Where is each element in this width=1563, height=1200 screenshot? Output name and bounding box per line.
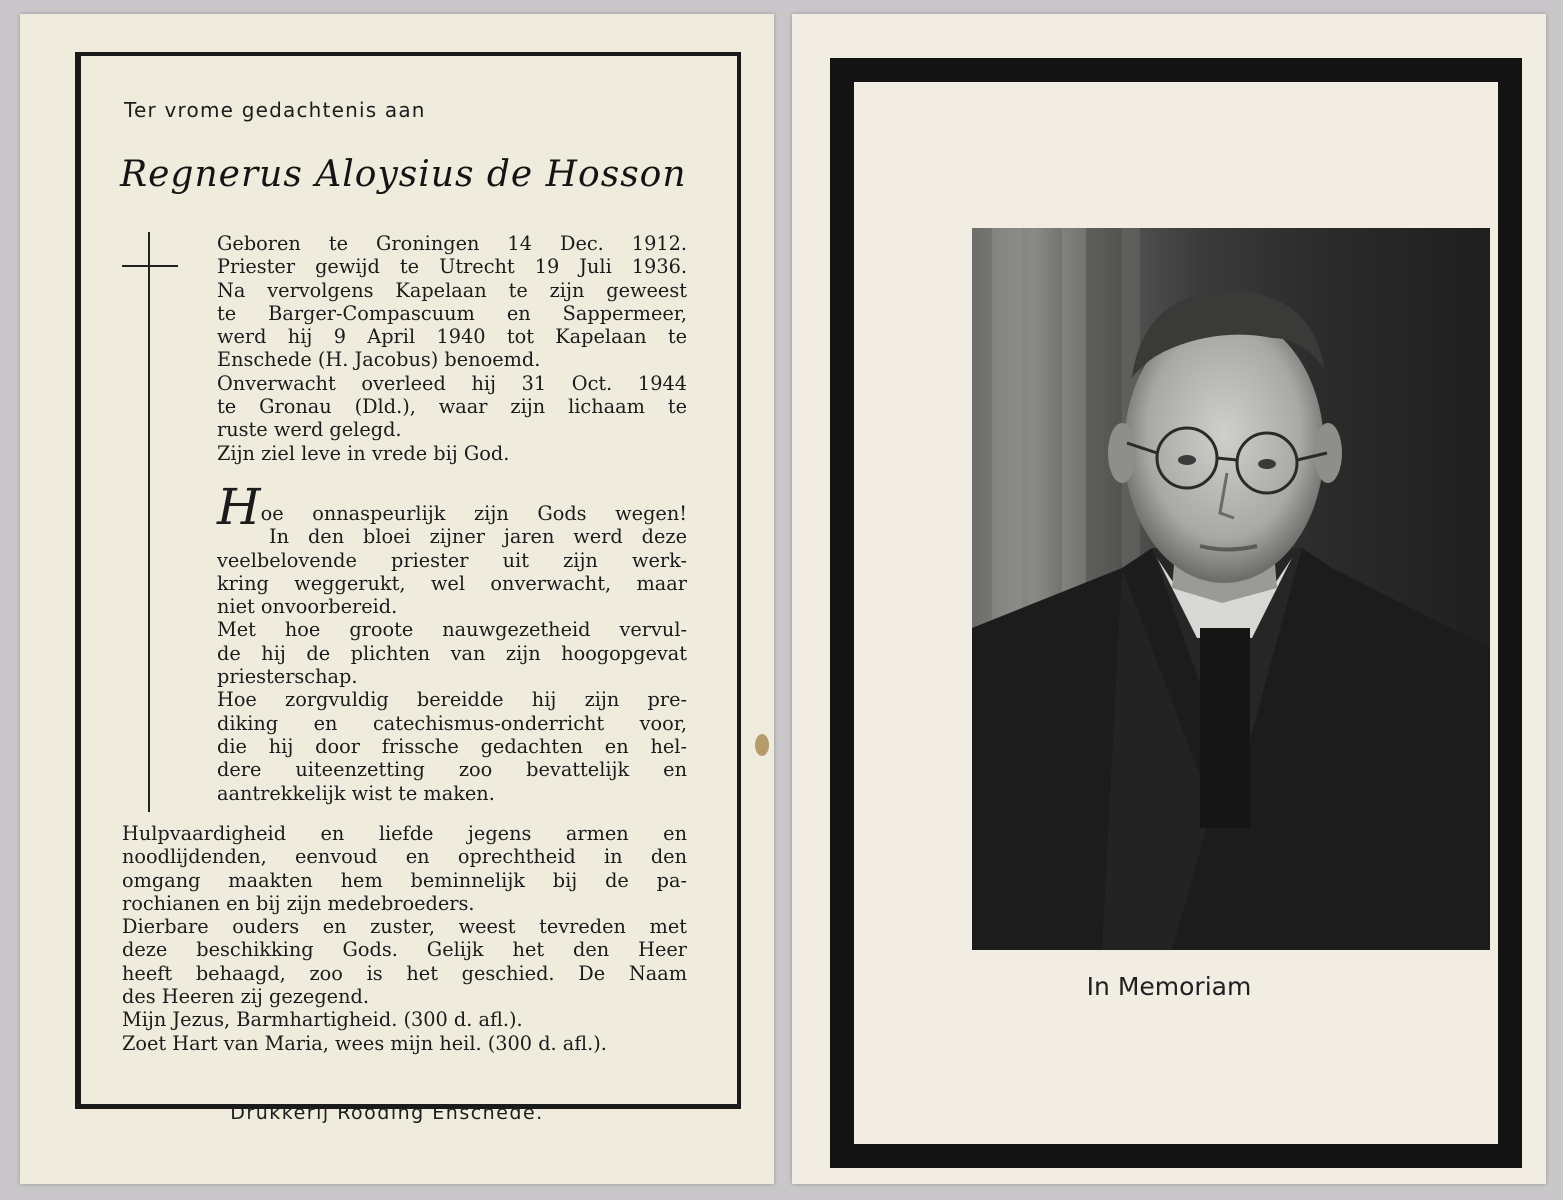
closing-paragraph bbox=[122, 822, 687, 1055]
bio-line: Zijn ziel leve in vrede bij God. bbox=[217, 441, 510, 465]
para-line: In den bloei zijner jaren werd deze bbox=[269, 525, 687, 549]
para-line: aantrekkelijk wist te maken. bbox=[217, 781, 495, 805]
memorial-card-text-side bbox=[20, 14, 774, 1184]
memorial-card-photo-side bbox=[792, 14, 1546, 1184]
black-border-frame bbox=[830, 58, 1522, 1168]
prayer-line: Mijn Jezus, Barmhartigheid. (300 d. afl.). bbox=[122, 1008, 523, 1032]
bio-line: Onverwacht overleed hij 31 Oct. 1944 bbox=[217, 371, 687, 395]
bio-line: te Gronau (Dld.), waar zijn lichaam te bbox=[217, 395, 687, 419]
drop-cap: H bbox=[217, 478, 261, 536]
paper-stain bbox=[755, 734, 769, 756]
bio-line: werd hij 9 April 1940 tot Kapelaan te bbox=[217, 325, 687, 349]
tail-line: heeft behaagd, zoo is het geschied. De Naam bbox=[122, 961, 687, 985]
tail-line: rochianen en bij zijn medebroeders. bbox=[122, 891, 475, 915]
para-line: niet onvoorbereid. bbox=[217, 595, 398, 619]
cross-icon-bar bbox=[122, 265, 178, 267]
bio-line: Enschede (H. Jacobus) benoemd. bbox=[217, 348, 541, 372]
para-line: Met hoe groote nauwgezetheid vervul- bbox=[217, 618, 687, 642]
prayer-line: Zoet Hart van Maria, wees mijn heil. (300 d. afl.). bbox=[122, 1031, 607, 1055]
tail-line: noodlijdenden, eenvoud en oprechtheid in den bbox=[122, 845, 687, 869]
in-memoriam-caption: In Memoriam bbox=[1086, 972, 1252, 1001]
portrait-photo bbox=[972, 228, 1490, 950]
para-line: veelbelovende priester uit zijn werk- bbox=[217, 548, 687, 572]
para-line: kring weggerukt, wel onverwacht, maar bbox=[217, 571, 687, 595]
cross-icon bbox=[148, 232, 150, 812]
bio-line: Priester gewijd te Utrecht 19 Juli 1936. bbox=[217, 255, 687, 279]
para-line: de hij de plichten van zijn hoogopgevat bbox=[217, 641, 687, 665]
para-first-line bbox=[217, 478, 687, 536]
priest-portrait-image bbox=[972, 228, 1490, 950]
para-line: Hoe zorgvuldig bereidde hij zijn pre- bbox=[217, 688, 687, 712]
printer-credit: Drukkerij Rooding Enschede. bbox=[230, 1102, 544, 1124]
para-line: dere uiteenzetting zoo bevattelijk en bbox=[217, 758, 687, 782]
reflection-paragraph bbox=[217, 478, 687, 805]
para-first-text: oe onnaspeurlijk zijn Gods wegen! bbox=[260, 502, 687, 525]
tail-line: des Heeren zij gezegend. bbox=[122, 985, 369, 1009]
tail-line: deze beschikking Gods. Gelijk het den Heer bbox=[122, 938, 687, 962]
para-line: diking en catechismus-onderricht voor, bbox=[217, 711, 687, 735]
dedication-subtitle: Ter vrome gedachtenis aan bbox=[124, 98, 426, 122]
bio-line: Geboren te Groningen 14 Dec. 1912. bbox=[217, 232, 687, 255]
tail-line: omgang maakten hem beminnelijk bij de pa- bbox=[122, 868, 687, 892]
bio-line: Na vervolgens Kapelaan te zijn geweest bbox=[217, 278, 687, 302]
para-line: priesterschap. bbox=[217, 665, 358, 689]
para-line: die hij door frissche gedachten en hel- bbox=[217, 734, 687, 758]
deceased-name: Regnerus Aloysius de Hosson bbox=[120, 154, 687, 195]
bio-line: ruste werd gelegd. bbox=[217, 418, 402, 442]
biography-block bbox=[217, 232, 687, 465]
bio-line: te Barger-Compascuum en Sappermeer, bbox=[217, 301, 687, 325]
tail-line: Hulpvaardigheid en liefde jegens armen en bbox=[122, 822, 687, 845]
tail-line: Dierbare ouders en zuster, weest tevreden met bbox=[122, 915, 687, 939]
